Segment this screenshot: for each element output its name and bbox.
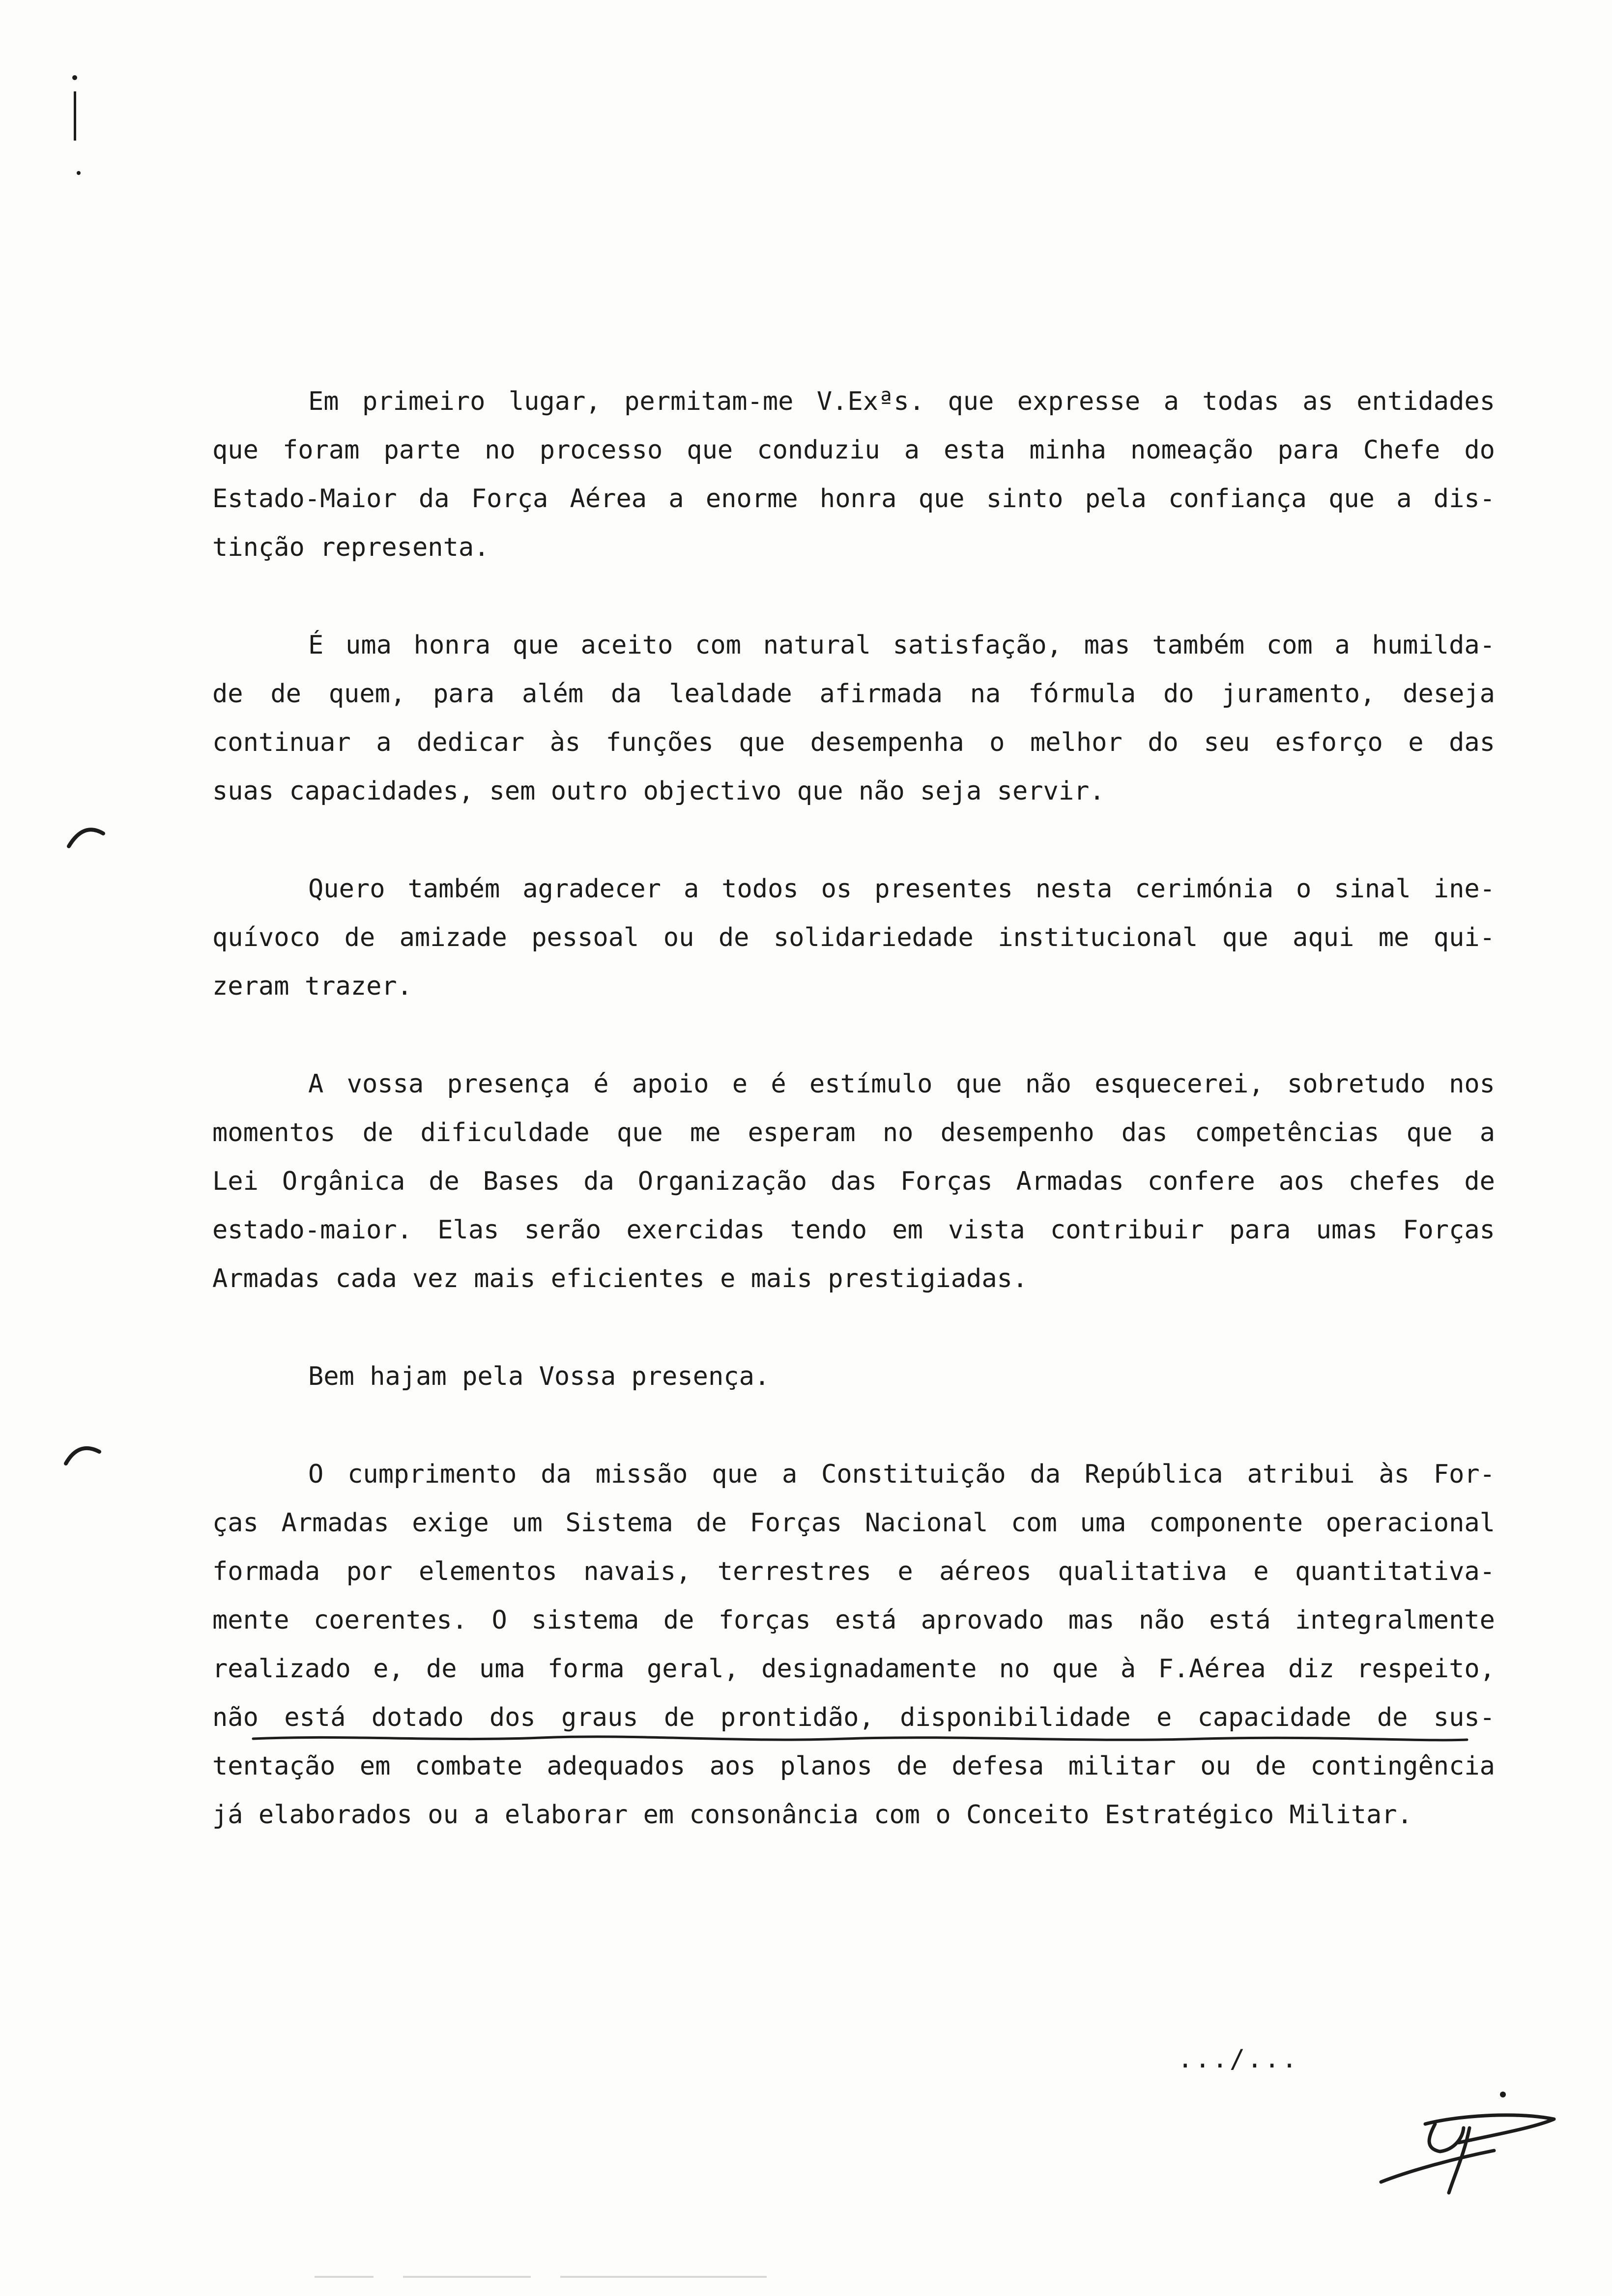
text-line: zeram trazer. <box>212 972 412 1001</box>
text-line: É uma honra que aceito com natural satisfação, mas também com a humilda- <box>308 631 1495 660</box>
signature-stroke <box>1425 2115 1554 2143</box>
text-line: O cumprimento da missão que a Constituição da República atribui às For- <box>308 1460 1495 1489</box>
text-line: continuar a dedicar às funções que desempenha o melhor do seu esforço e das <box>212 728 1495 757</box>
text-line: Bem hajam pela Vossa presença. <box>308 1362 770 1391</box>
paragraph-2 <box>212 621 1495 816</box>
text-line: Estado-Maior da Força Aérea a enorme honra que sinto pela confiança que a dis- <box>212 484 1495 514</box>
underlined-text-line: não está dotado dos graus de prontidão, disponibilidade e capacidade de sus- <box>212 1703 1495 1732</box>
text-line: que foram parte no processo que conduziu a esta minha nomeação para Chefe do <box>212 435 1495 465</box>
text-line: realizado e, de uma forma geral, designadamente no que à F.Aérea diz respeito, <box>212 1654 1495 1684</box>
signature-stroke <box>1449 2128 1469 2193</box>
faint-mark <box>403 2276 531 2278</box>
margin-dot-mark <box>77 171 81 175</box>
text-line: ças Armadas exige um Sistema de Forças Nacional com uma componente operacional <box>212 1508 1495 1538</box>
paragraph-6 <box>212 1450 1495 1839</box>
paragraph-3 <box>212 865 1495 1011</box>
punch-hole-arc-mark <box>69 830 103 846</box>
text-line: Em primeiro lugar, permitam-me V.Exªs. que expresse a todas as entidades <box>308 387 1495 416</box>
text-line: já elaborados ou a elaborar em consonância com o Conceito Estratégico Militar. <box>212 1800 1412 1830</box>
paragraph-1 <box>212 377 1495 572</box>
text-line: quívoco de amizade pessoal ou de solidariedade institucional que aqui me qui- <box>212 923 1495 952</box>
signature-stroke <box>1429 2124 1464 2152</box>
paragraph-4 <box>212 1060 1495 1303</box>
text-line: Armadas cada vez mais eficientes e mais prestigiadas. <box>212 1264 1028 1293</box>
text-line: Quero também agradecer a todos os presentes nesta cerimónia o sinal ine- <box>308 874 1495 904</box>
page-continuation-marker: .../... <box>1178 2044 1299 2074</box>
text-line: tinção representa. <box>212 533 489 562</box>
faint-mark <box>315 2276 374 2278</box>
margin-line-mark <box>74 91 76 141</box>
letter-body <box>212 377 1495 1889</box>
text-line: A vossa presença é apoio e é estímulo que não esquecerei, sobretudo nos <box>308 1069 1495 1099</box>
text-line: momentos de dificuldade que me esperam no desempenho das competências que a <box>212 1118 1495 1148</box>
signature-dot <box>1500 2092 1506 2097</box>
margin-dot-mark <box>72 75 77 80</box>
text-line: estado-maior. Elas serão exercidas tendo em vista contribuir para umas Forças <box>212 1215 1495 1245</box>
text-line: mente coerentes. O sistema de forças está aprovado mas não está integralmente <box>212 1606 1495 1635</box>
text-line: Lei Orgânica de Bases da Organização das Forças Armadas confere aos chefes de <box>212 1167 1495 1196</box>
faint-footer-bleed <box>315 2274 806 2279</box>
faint-mark <box>560 2276 767 2278</box>
text-line: formada por elementos navais, terrestres e aéreos qualitativa e quantitativa- <box>212 1557 1495 1586</box>
text-line: de de quem, para além da lealdade afirmada na fórmula do juramento, deseja <box>212 679 1495 709</box>
paragraph-5 <box>212 1352 1495 1401</box>
signature-stroke <box>1381 2151 1494 2182</box>
punch-hole-arc-mark <box>66 1448 99 1464</box>
text-line: suas capacidades, sem outro objectivo que não seja servir. <box>212 776 1105 806</box>
text-line: tentação em combate adequados aos planos de defesa militar ou de contingência <box>212 1751 1495 1781</box>
